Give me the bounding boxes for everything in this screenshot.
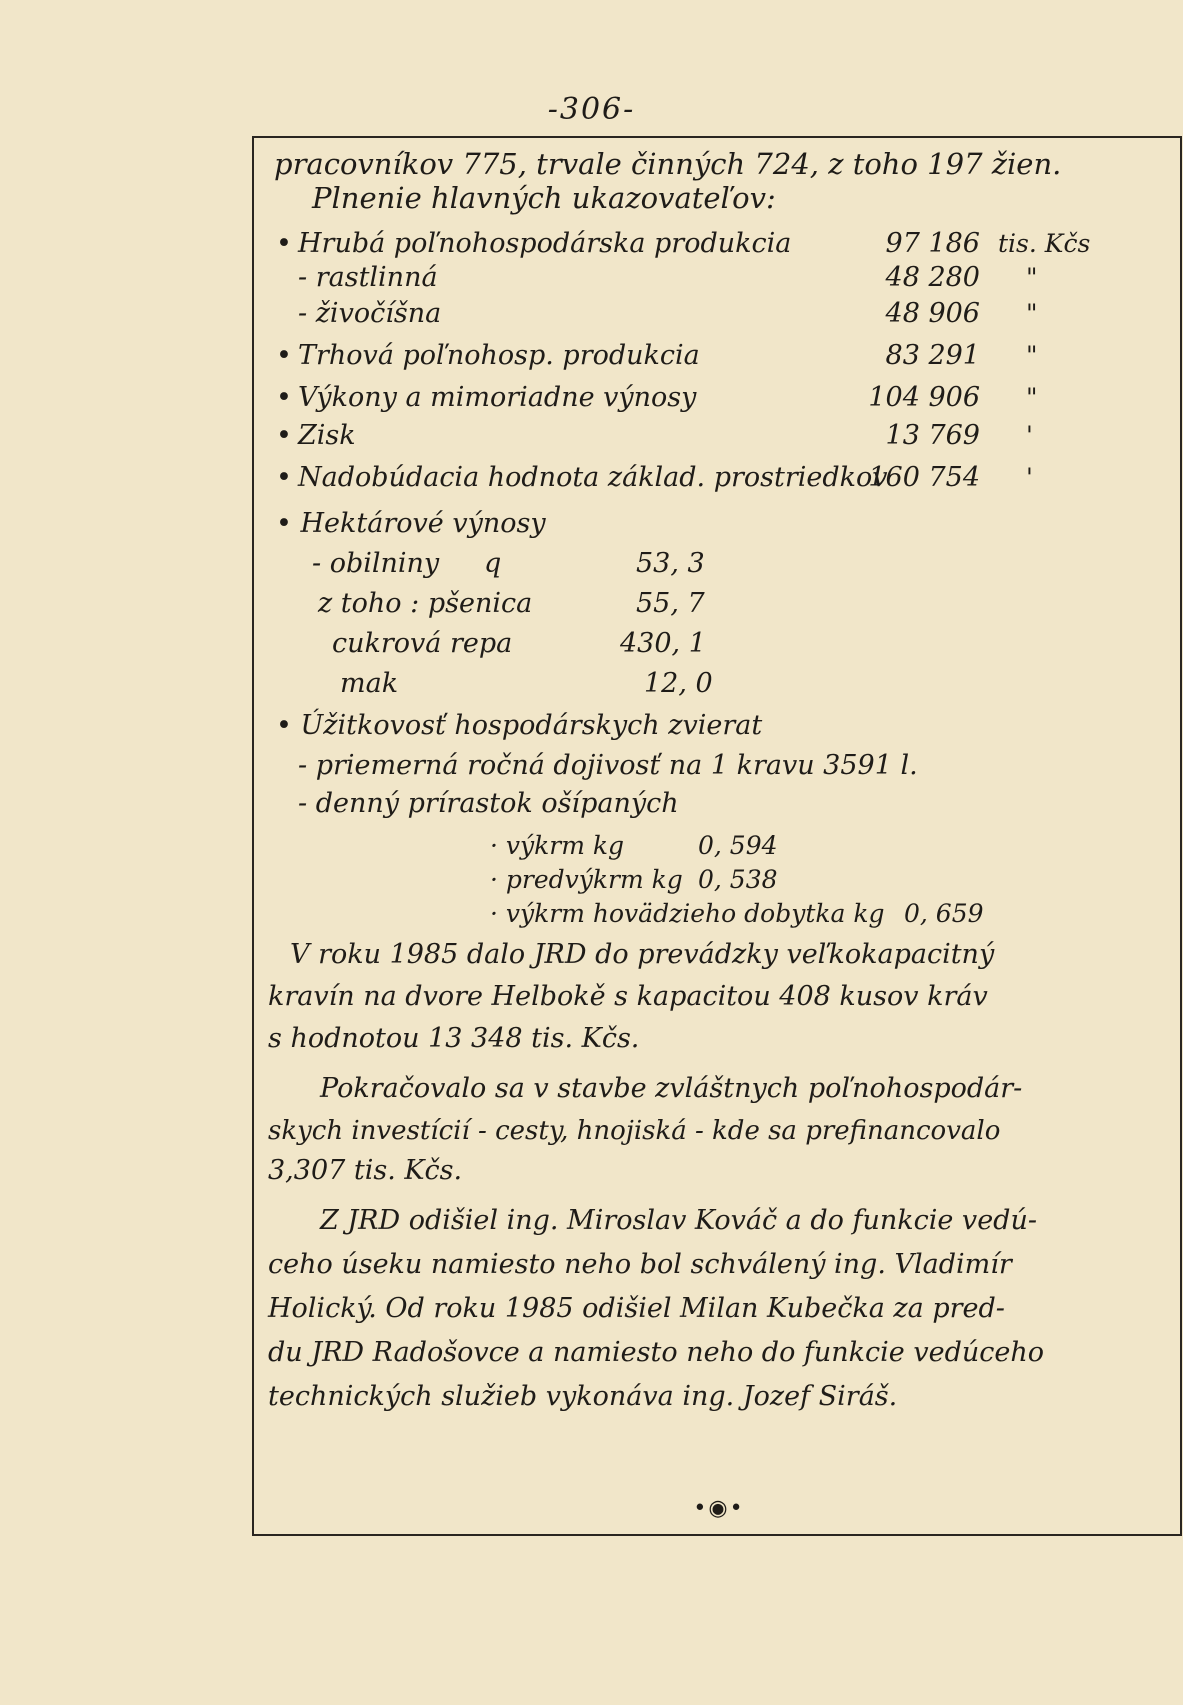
text-line: du JRD Radošovce a namiesto neho do funkcie vedúceho <box>268 1337 1045 1368</box>
yield-unit: q <box>484 548 502 579</box>
indicator-value: 104 906 <box>868 382 980 413</box>
text-line: 3,307 tis. Kčs. <box>268 1155 463 1186</box>
gain-value: 0, 538 <box>698 865 778 894</box>
text-line: technických služieb vykonáva ing. Jozef Siráš. <box>268 1381 898 1412</box>
yield-label: - obilniny <box>312 548 440 579</box>
page-frame <box>252 136 1182 1536</box>
indicator-label: - živočíšna <box>298 298 442 329</box>
bleed-through-area <box>0 140 240 1540</box>
indicator-unit: ' <box>1026 463 1033 492</box>
gain-label: · výkrm kg <box>490 831 625 860</box>
text-line: ceho úseku namiesto neho bol schválený ing. Vladimír <box>268 1249 1012 1280</box>
indicator-unit: " <box>1026 299 1038 328</box>
yields-heading: • Hektárové výnosy <box>276 508 546 539</box>
text-line: kravín na dvore Helbokě s kapacitou 408 kusov kráv <box>268 981 988 1012</box>
indicator-value: 83 291 <box>885 340 980 371</box>
yield-value: 55, 7 <box>636 588 705 619</box>
indicator-unit: " <box>1026 341 1038 370</box>
page-number: -306- <box>547 92 636 127</box>
gain-value: 0, 594 <box>698 831 778 860</box>
bullet: • <box>276 382 292 413</box>
text-line: s hodnotou 13 348 tis. Kčs. <box>268 1023 640 1054</box>
yield-label: mak <box>340 668 399 699</box>
gain-value: 0, 659 <box>904 899 984 928</box>
indicator-value: 13 769 <box>885 420 980 451</box>
indicator-unit: ' <box>1026 421 1033 450</box>
heading-indicators: Plnenie hlavných ukazovateľov: <box>312 181 776 215</box>
gain-label: · predvýkrm kg <box>490 865 683 894</box>
livestock-heading: • Úžitkovosť hospodárskych zvierat <box>276 710 763 741</box>
text-line: V roku 1985 dalo JRD do prevádzky veľkokapacitný <box>290 939 995 970</box>
indicator-label: Nadobúdacia hodnota základ. prostriedkov <box>298 462 888 493</box>
indicator-row <box>276 340 700 372</box>
yield-value: 430, 1 <box>620 628 706 659</box>
gain-heading: - denný prírastok ošípaných <box>298 788 679 819</box>
indicator-label: Výkony a mimoriadne výnosy <box>298 382 697 413</box>
indicator-row <box>276 382 696 414</box>
indicator-value: 48 280 <box>885 262 980 293</box>
indicator-label: Zisk <box>298 420 356 451</box>
intro-line: pracovníkov 775, trvale činných 724, z toho 197 žien. <box>274 147 1062 181</box>
bullet: • <box>276 420 292 451</box>
indicator-row <box>276 462 888 494</box>
bullet: • <box>276 462 292 493</box>
text-line: Pokračovalo sa v stavbe zvláštnych poľnohospodár- <box>320 1073 1023 1104</box>
indicator-unit: " <box>1026 383 1038 412</box>
indicator-row <box>276 420 356 452</box>
milk-yield-line: - priemerná ročná dojivosť na 1 kravu 3591 l. <box>298 750 918 781</box>
yield-label: z toho : pšenica <box>318 588 533 619</box>
yield-value: 53, 3 <box>636 548 705 579</box>
indicator-value: 97 186 <box>885 228 980 259</box>
text-line: Holický. Od roku 1985 odišiel Milan Kubečka za pred- <box>268 1293 1005 1324</box>
indicator-row <box>298 262 438 294</box>
indicator-value: 48 906 <box>885 298 980 329</box>
indicator-label: - rastlinná <box>298 262 438 293</box>
text-line: skych investícií - cesty, hnojiská - kde sa prefinancovalo <box>268 1116 1001 1146</box>
bullet: • <box>276 340 292 371</box>
indicator-unit: tis. Kčs <box>998 229 1091 258</box>
yield-label: cukrová repa <box>332 628 513 659</box>
gain-label: · výkrm hovädzieho dobytka kg <box>490 899 885 928</box>
indicator-value: 160 754 <box>868 462 980 493</box>
text-line: Z JRD odišiel ing. Miroslav Kováč a do funkcie vedú- <box>320 1205 1037 1236</box>
indicator-unit: " <box>1026 263 1038 292</box>
indicator-row <box>298 298 441 330</box>
bullet: • <box>276 228 292 259</box>
indicator-row <box>276 228 791 260</box>
indicator-label: Hrubá poľnohospodárska produkcia <box>298 228 792 259</box>
indicator-label: Trhová poľnohosp. produkcia <box>298 340 700 371</box>
yield-value: 12, 0 <box>644 668 713 699</box>
end-mark: •◉• <box>693 1496 745 1521</box>
